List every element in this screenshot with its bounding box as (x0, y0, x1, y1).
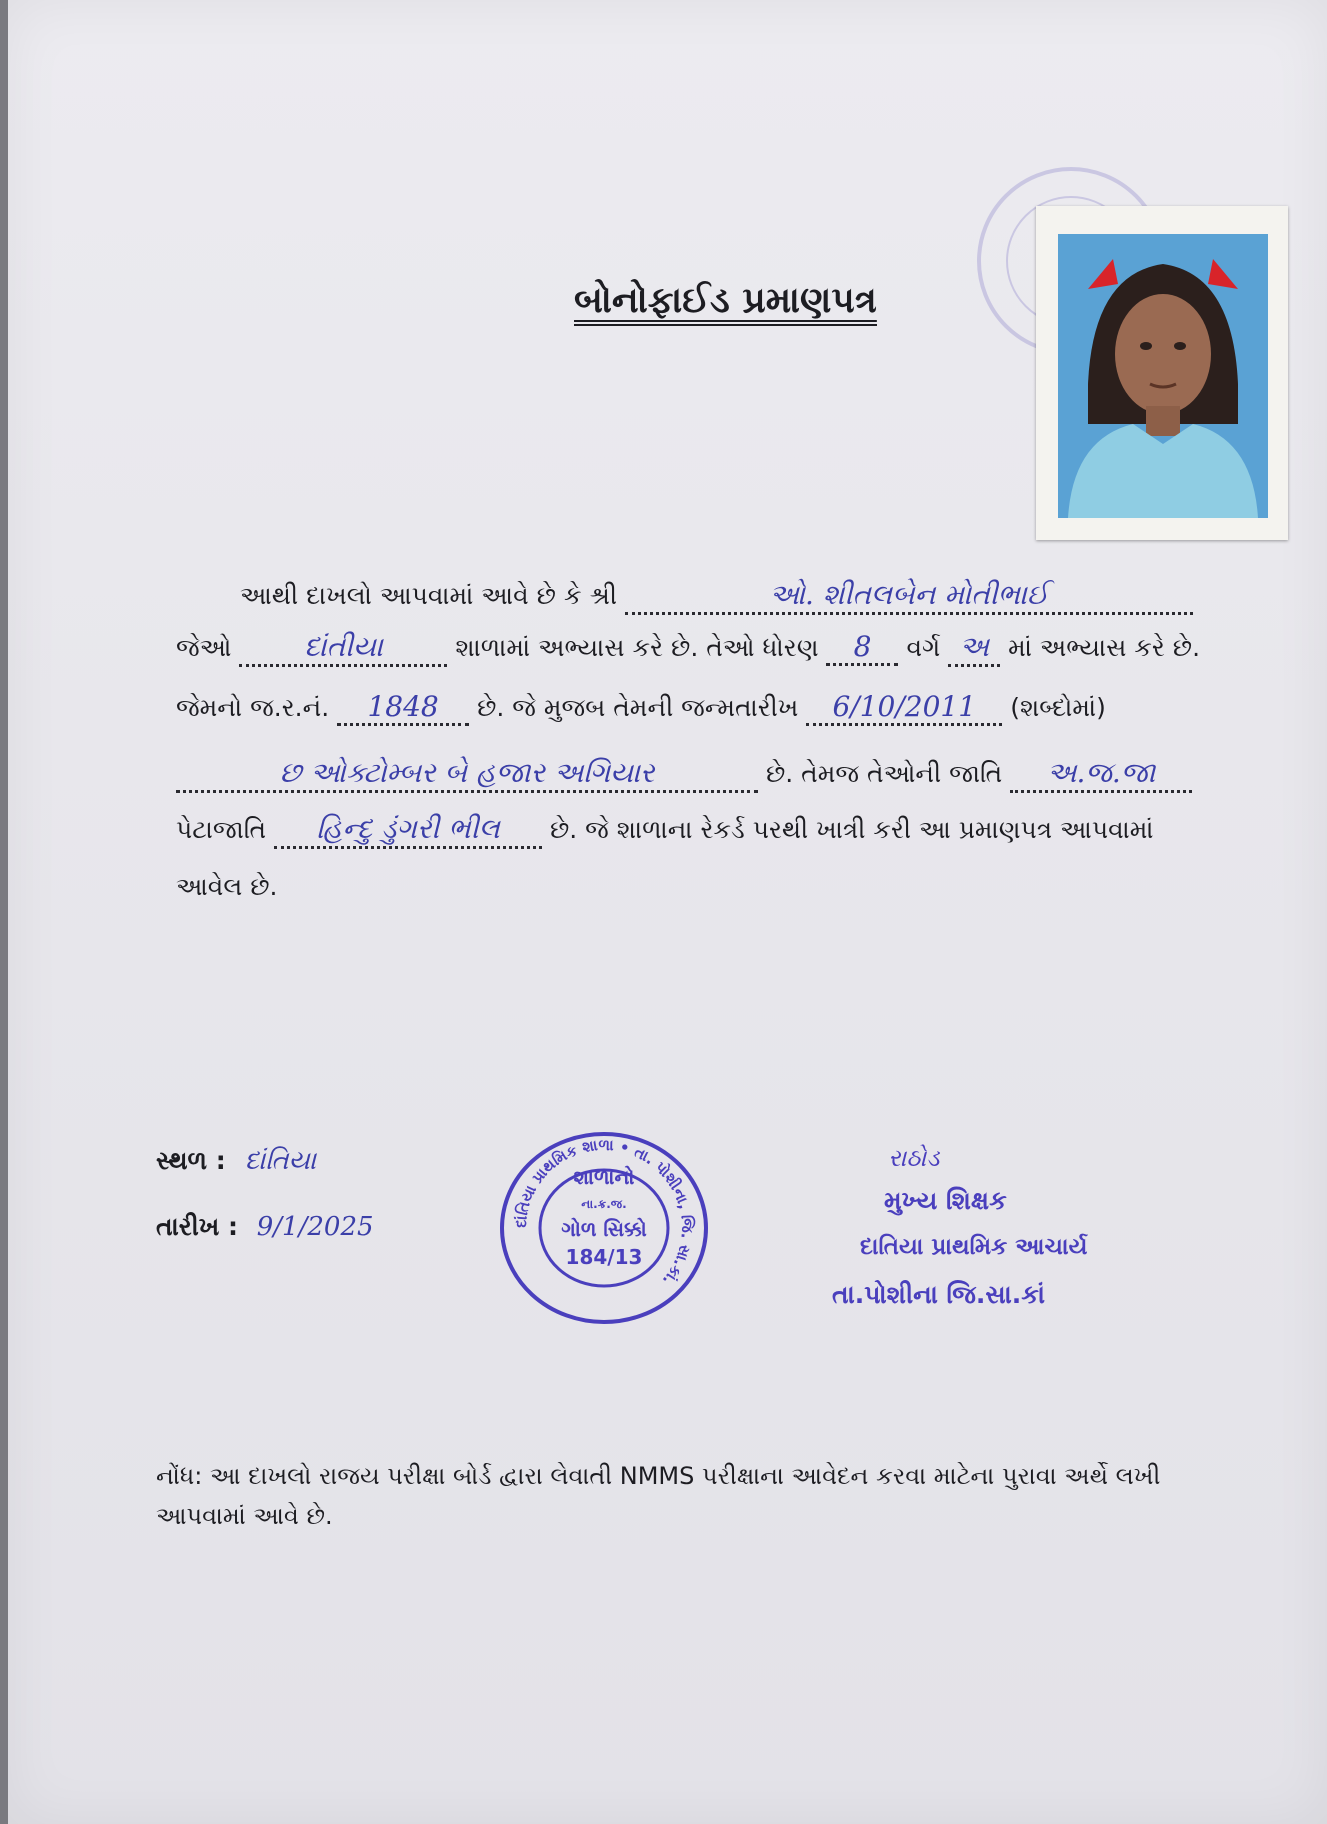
body-text: વર્ગ (906, 633, 941, 662)
page-title: બોનોફાઈડ પ્રમાણપત્ર (574, 280, 877, 326)
body-text: (શબ્દોમાં) (1010, 693, 1106, 722)
body-line-2 (176, 630, 1286, 667)
date-label: તારીખ : (156, 1212, 239, 1241)
body-text: માં અભ્યાસ કરે છે. (1008, 633, 1201, 662)
body-text: છે. જે શાળાના રેકર્ડ પરથી ખાત્રી કરી આ પ્રમાણપત્ર આપવામાં (549, 815, 1154, 844)
body-text: શાળામાં અભ્યાસ કરે છે. તેઓ ધોરણ (455, 633, 819, 662)
seal-center-line1: શાળાનો (573, 1165, 635, 1189)
signature-line3: તા.પોશીના જિ.સા.કાં (832, 1280, 1045, 1309)
body-text: પેટાજાતિ (176, 815, 267, 844)
school-name-field: દાંતીયા (239, 630, 447, 667)
caste-field: અ.જ.જા (1010, 756, 1192, 793)
standard-field: 8 (826, 630, 898, 666)
register-number-field: 1848 (337, 690, 469, 726)
seal-ring-text: દાંતિયા પ્રાથમિક શાળા • તા. પોશીના, જિ. સા.કાં. (511, 1135, 697, 1290)
birth-date-field: 6/10/2011 (806, 690, 1002, 726)
body-line-6 (176, 872, 1286, 902)
signature-scribble: રાઠોડ (888, 1144, 940, 1172)
body-text: જેઓ (176, 633, 232, 662)
signature-line1: મુખ્ય શિક્ષક (884, 1186, 1007, 1215)
date-value: 9/1/2025 (256, 1212, 374, 1242)
body-line-4 (176, 756, 1286, 793)
student-photo-frame (1036, 206, 1288, 540)
body-line-5 (176, 812, 1286, 849)
place-row (156, 1146, 316, 1177)
body-line-1 (240, 578, 1327, 615)
division-field: અ (948, 630, 1000, 667)
body-text: આથી દાખલો આપવામાં આવે છે કે શ્રી (240, 581, 617, 610)
place-value: દાંતિયા (244, 1146, 317, 1176)
body-text: છે. તેમજ તેઓની જાતિ (765, 759, 1003, 788)
body-text: છે. જે મુજબ તેમની જન્મતારીખ (477, 693, 799, 722)
body-text: આવેલ છે. (176, 872, 278, 901)
seal-center-line3: 184/13 (565, 1245, 643, 1269)
seal-small-line: ના.ક્ર.જ. (581, 1197, 627, 1211)
student-portrait-icon (1058, 234, 1268, 518)
signature-line2: દાતિયા પ્રાથમિક આચાર્ય (860, 1234, 1088, 1260)
student-name-field: ઓ. શીતલબેન મોતીભાઈ (625, 578, 1193, 615)
seal-center-line2: ગોળ સિક્કો (561, 1217, 647, 1241)
body-text: જેમનો જ.ર.નં. (176, 693, 330, 722)
birth-date-words-field: છ ઓક્ટોમ્બર બે હજાર અગિયાર (176, 756, 758, 793)
student-photo (1058, 234, 1268, 518)
place-label: સ્થળ : (156, 1146, 226, 1175)
date-row (156, 1212, 374, 1242)
school-seal (494, 1128, 714, 1328)
certificate-page (8, 0, 1327, 1824)
footnote: નોંધ: આ દાખલો રાજય પરીક્ષા બોર્ડ દ્વારા લેવાતી NMMS પરીક્ષાના આવેદન કરવા માટેના પુરાવા અર્થે લખી આપવામાં આવે છે. (156, 1462, 1161, 1530)
sub-caste-field: હિન્દુ ડુંગરી ભીલ (274, 812, 542, 849)
body-line-3 (176, 690, 1286, 726)
